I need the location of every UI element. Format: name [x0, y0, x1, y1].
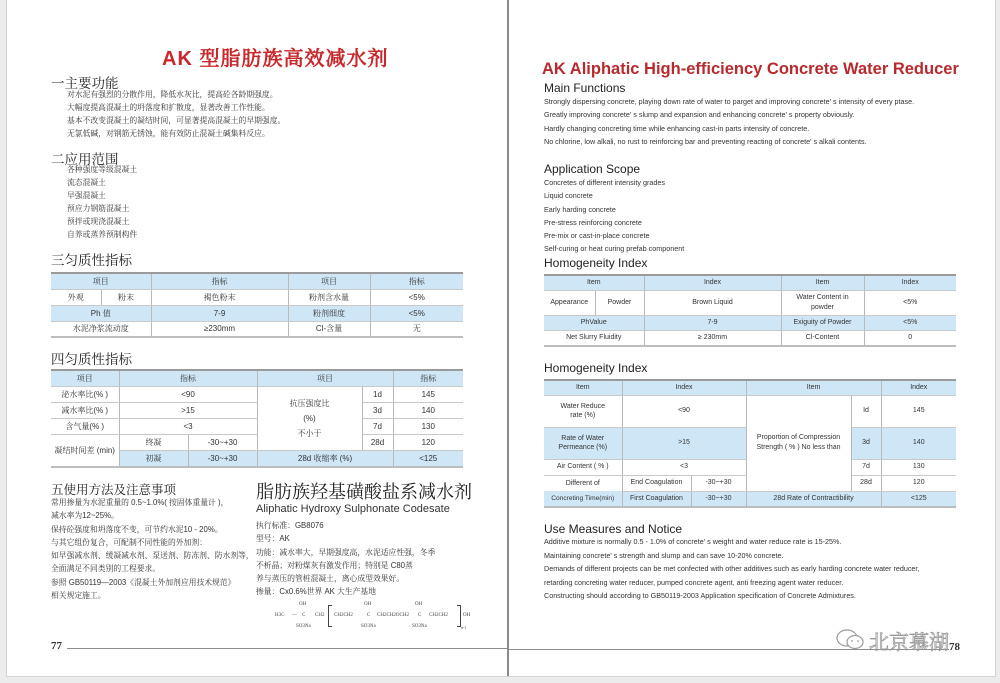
watermark-text: 北京慕湖	[869, 632, 949, 654]
cell: Net Slurry Fluidity	[544, 330, 644, 346]
cell: PhValue	[544, 315, 644, 330]
cell: 145	[393, 386, 463, 402]
left-page-title: AK 型脂肪族高效减水剂	[162, 48, 389, 70]
section1-line: 对水泥有强烈的分散作用，降低水灰比，提高砼各龄期强度。	[67, 90, 278, 99]
side-product-list	[256, 519, 435, 599]
formula-c2: C	[367, 613, 371, 618]
cell: Rate of Water Permeance (%)	[544, 427, 622, 459]
section5-heading: 五使用方法及注意事项	[51, 483, 177, 497]
cell: 1d	[362, 386, 393, 402]
cell: 外观	[51, 289, 101, 305]
cell: First Coagulation	[622, 491, 691, 507]
cell: 7-9	[151, 305, 288, 321]
table-header-row	[51, 273, 463, 289]
table-row	[51, 305, 463, 321]
use-measures-heading: Use Measures and Notice	[544, 522, 683, 536]
table-row	[51, 289, 463, 305]
cell: >15	[622, 427, 746, 459]
table-header-row	[51, 370, 463, 386]
side-product-title-en: Aliphatic Hydroxy Sulphonate Codesate	[256, 503, 450, 515]
cell: 水泥净浆流动度	[51, 321, 151, 337]
watermark	[835, 625, 965, 655]
cell: 粉末	[101, 289, 151, 305]
use-measures-line: Constructing should according to GB50119-2003 Application specification of Concrete Admixtures.	[544, 591, 856, 600]
right-page-title: AK Aliphatic High-efficiency Concrete Water Reducer	[542, 60, 959, 78]
header-cell: Item	[781, 275, 864, 290]
cell: 初凝	[119, 450, 188, 467]
header-cell: 项目	[51, 273, 151, 289]
formula-dash: —	[292, 613, 297, 618]
cell: <3	[119, 418, 257, 434]
header-cell: 指标	[151, 273, 288, 289]
cell: 28d	[851, 475, 881, 491]
cell: <5%	[864, 290, 956, 315]
section5-line: 参照 GB50119—2003《混凝土外加剂应用技术规范》	[51, 577, 236, 587]
cell: <3	[622, 459, 746, 475]
cell: 7-9	[644, 315, 781, 330]
cell: 28d	[362, 434, 393, 450]
cell: <125	[393, 450, 463, 467]
compressive-label-cell	[257, 386, 362, 450]
formula-oh-end: OH	[463, 613, 471, 618]
application-scope-line: Liquid concrete	[544, 191, 593, 201]
page-number-right: 78	[949, 641, 960, 653]
cell: 130	[393, 418, 463, 434]
cell: 120	[393, 434, 463, 450]
section4-table	[51, 369, 463, 468]
table-row	[544, 395, 956, 427]
compressive-label: 抗压强度比	[289, 398, 330, 408]
table-header-row	[544, 275, 956, 290]
section2-line: 预拌或现浇混凝土	[67, 217, 130, 226]
cell: Cl-含量	[288, 321, 370, 337]
use-measures-list	[544, 535, 919, 603]
header-cell: Index	[622, 380, 746, 395]
use-measures-line: Demands of different projects can be met confected with other additives such as early harding concrete water reducer,	[544, 564, 920, 573]
header-cell: Index	[644, 275, 781, 290]
section5-line: 相关规定施工。	[51, 591, 106, 601]
cell: 3d	[851, 427, 881, 459]
header-cell: Index	[881, 380, 956, 395]
header-cell: Index	[864, 275, 956, 290]
section5-line: 如早强减水剂、缓凝减水剂、泵送剂、防冻剂、防水剂等，	[51, 551, 254, 561]
table-row	[51, 321, 463, 337]
homogeneity1-heading: Homogeneity Index	[544, 256, 648, 270]
header-cell: 项目	[288, 273, 370, 289]
application-scope-line: Pre-mix or cast-in-place concrete	[544, 231, 650, 241]
table-row	[51, 386, 463, 402]
cell: <125	[881, 491, 956, 507]
application-scope-line: Pre-stress reinforcing concrete	[544, 217, 642, 227]
formula-c1: C	[302, 613, 306, 618]
wechat-icon	[835, 627, 867, 653]
homogeneity1-table	[544, 274, 956, 347]
cell: 凝结时间差 (min)	[51, 434, 119, 467]
cell: Water Content in powder	[781, 290, 864, 315]
table-row	[544, 491, 956, 507]
cell: 泌水率比(% )	[51, 386, 119, 402]
side-product-line: 功能：减水率大，早期强度高，水泥适应性强，冬季	[256, 547, 436, 557]
section5-line: 全面满足不同类别的工程要求。	[51, 564, 161, 574]
application-scope-line: Concretes of different intensity grades	[544, 178, 665, 187]
cell: <5%	[370, 289, 463, 305]
section5-line: 与其它组份复合，可配制不同性能的外加剂：	[51, 537, 207, 547]
formula-oh1: OH	[299, 602, 307, 607]
main-functions-line: Hardly changing concreting time while enhancing cast-in parts intensity of concrete.	[544, 123, 810, 133]
cell: Different of	[544, 475, 622, 491]
header-cell: Item	[544, 380, 622, 395]
application-scope-list	[544, 176, 684, 256]
cell: Appearance	[544, 290, 595, 315]
cell: 28d Rate of Contractibility	[746, 491, 881, 507]
cell: <90	[622, 395, 746, 427]
left-page	[7, 0, 507, 676]
cell: <5%	[370, 305, 463, 321]
cell: 7d	[362, 418, 393, 434]
section1-list	[67, 88, 285, 140]
use-measures-line: retarding concreting water reducer, pumped concrete agent, anti freezing agent water reducer.	[544, 577, 844, 587]
cell: Water Reduce rate (%)	[544, 395, 622, 427]
section5-list	[51, 496, 254, 602]
use-measures-line: Maintaining concrete' s strength and slump and can save 10-20% concrete.	[544, 550, 784, 560]
cell: 粉剂细度	[288, 305, 370, 321]
formula-so3na3: SO3Na	[412, 624, 427, 629]
compressive-label-cell: Proportion of Compression Strength ( % ) No less than	[746, 395, 851, 491]
section2-list	[67, 163, 137, 241]
section2-line: 流态混凝土	[67, 178, 106, 187]
cell: Cl-Content	[781, 330, 864, 346]
main-functions-line: No chlorine, low alkali, no rust to reinforcing bar and preventing reacting of concrete' s alkali contents.	[544, 136, 867, 146]
table-header-row	[544, 380, 956, 395]
cell: 140	[393, 402, 463, 418]
cell: Id	[851, 395, 881, 427]
table-row	[544, 290, 956, 315]
cell: 终凝	[119, 434, 188, 450]
section5-line: 保持砼强度和坍落度不变，可节约水泥10 - 20%。	[51, 524, 223, 534]
cell: Concreting Time(min)	[544, 491, 622, 507]
formula-subscript-n: n-1	[461, 625, 467, 630]
formula-oh3: OH	[415, 602, 423, 607]
section1-line: 基本不改变混凝土的凝结时间，可显著提高混凝土的早期强度。	[67, 116, 286, 125]
header-cell: Item	[746, 380, 881, 395]
formula-h3c: H3C	[275, 613, 285, 618]
section3-heading: 三匀质性指标	[51, 253, 132, 268]
formula-c3: C	[418, 613, 422, 618]
cell: <90	[119, 386, 257, 402]
section2-line: 自养或蒸养预制构件	[67, 230, 138, 239]
cell: <5%	[864, 315, 956, 330]
header-cell: Item	[544, 275, 644, 290]
section1-heading: 一主要功能	[51, 76, 119, 91]
cell: Ph 值	[51, 305, 151, 321]
header-cell: 项目	[51, 370, 119, 386]
cell: 无	[370, 321, 463, 337]
cell: 减水率比(% )	[51, 402, 119, 418]
section1-line: 无氯低碱，对钢筋无锈蚀，能有效防止混凝土碱集料反应。	[67, 129, 270, 138]
use-measures-line: Additive mixture is normally 0.5 - 1.0% of concrete' s weight and water reduce rate is 15-25%.	[544, 537, 842, 546]
cell: -30~+30	[188, 450, 257, 467]
brochure-spread	[6, 0, 996, 677]
cell: ≥ 230mm	[644, 330, 781, 346]
formula-so3na1: SO3Na	[296, 624, 311, 629]
side-product-line: 执行标准：GB8076	[256, 521, 324, 530]
main-functions-line: Greatly improving concrete' s slump and expansion and enhancing concrete' s property obviously.	[544, 110, 855, 120]
homogeneity2-heading: Homogeneity Index	[544, 361, 648, 375]
formula-ch2ch2: CH2CH2	[334, 613, 353, 618]
table-row	[544, 315, 956, 330]
chemical-formula	[275, 601, 475, 633]
cell: 130	[881, 459, 956, 475]
cell: 7d	[851, 459, 881, 475]
application-scope-line: Early harding concrete	[544, 204, 616, 214]
header-cell: 指标	[370, 273, 463, 289]
cell: Exiguity of Powder	[781, 315, 864, 330]
cell: 28d 收缩率 (%)	[257, 450, 393, 467]
formula-bracket-close	[457, 605, 461, 627]
page-number-left: 77	[51, 640, 62, 652]
formula-oh2: OH	[364, 602, 372, 607]
homogeneity2-table	[544, 379, 956, 508]
cell: 0	[864, 330, 956, 346]
right-page	[509, 0, 1000, 676]
header-cell: 项目	[257, 370, 393, 386]
section3-table	[51, 272, 463, 338]
side-product-title-cn: 脂肪族羟基磺酸盐系减水剂	[256, 482, 472, 502]
cell: End Coagulation	[622, 475, 691, 491]
section5-line: 减水率为12~25%。	[51, 511, 119, 521]
section2-line: 早强混凝土	[67, 191, 106, 200]
formula-ch2ch2och2: CH2CH2OCH2	[377, 613, 409, 618]
cell: >15	[119, 402, 257, 418]
cell: 含气量(% )	[51, 418, 119, 434]
side-product-line: 不析晶；对粉煤灰有激发作用；特别是 C80蒸	[256, 560, 413, 570]
main-functions-heading: Main Functions	[544, 81, 626, 95]
side-product-line: 掺量：Cx0.6%世界 AK 大生产基地	[256, 587, 377, 597]
section1-line: 大幅度提高混凝土的坍落度和扩散度，显著改善工作性能。	[67, 103, 270, 112]
section2-line: 预应力钢筋混凝土	[67, 204, 130, 213]
cell: Powder	[595, 290, 644, 315]
compressive-label: 不小于	[297, 428, 322, 438]
cell: -30~+30	[188, 434, 257, 450]
section2-heading: 二应用范围	[51, 152, 119, 167]
side-product-line: 养与蒸压的管桩混凝土，离心成型效果好。	[256, 574, 405, 584]
main-functions-list	[544, 95, 914, 148]
header-cell: 指标	[393, 370, 463, 386]
cell: 粉剂含水量	[288, 289, 370, 305]
cell: 褐色粉末	[151, 289, 288, 305]
cell: 120	[881, 475, 956, 491]
formula-bracket-open	[328, 605, 332, 627]
table-row	[544, 330, 956, 346]
cell: Brown Liquid	[644, 290, 781, 315]
formula-so3na2: SO3Na	[361, 624, 376, 629]
main-functions-line: Strongly dispersing concrete, playing down rate of water to parget and improving concrete' s intensity of every ptase.	[544, 97, 915, 106]
cell: 140	[881, 427, 956, 459]
header-cell: 指标	[119, 370, 257, 386]
section2-line: 各种强度等级混凝土	[67, 165, 138, 174]
application-scope-heading: Application Scope	[544, 162, 641, 176]
section4-heading: 四匀质性指标	[51, 352, 132, 367]
cell: -30~+30	[691, 475, 746, 491]
footer-rule-left	[67, 648, 507, 649]
cell: -30~+30	[691, 491, 746, 507]
application-scope-line: Self-curing or heat curing prefab component	[544, 244, 685, 254]
cell: ≥230mm	[151, 321, 288, 337]
section5-line: 常用掺量为水泥重量的 0.5~1.0%( 按固体重量计 )，	[51, 498, 229, 507]
cell: 3d	[362, 402, 393, 418]
cell: 145	[881, 395, 956, 427]
side-product-line: 型号：AK	[256, 534, 290, 544]
formula-ch2ch2-end: CH2CH2	[429, 613, 448, 618]
compressive-label: (%)	[303, 413, 316, 423]
formula-ch2: CH2	[315, 613, 325, 618]
cell: Air Content ( % )	[544, 459, 622, 475]
